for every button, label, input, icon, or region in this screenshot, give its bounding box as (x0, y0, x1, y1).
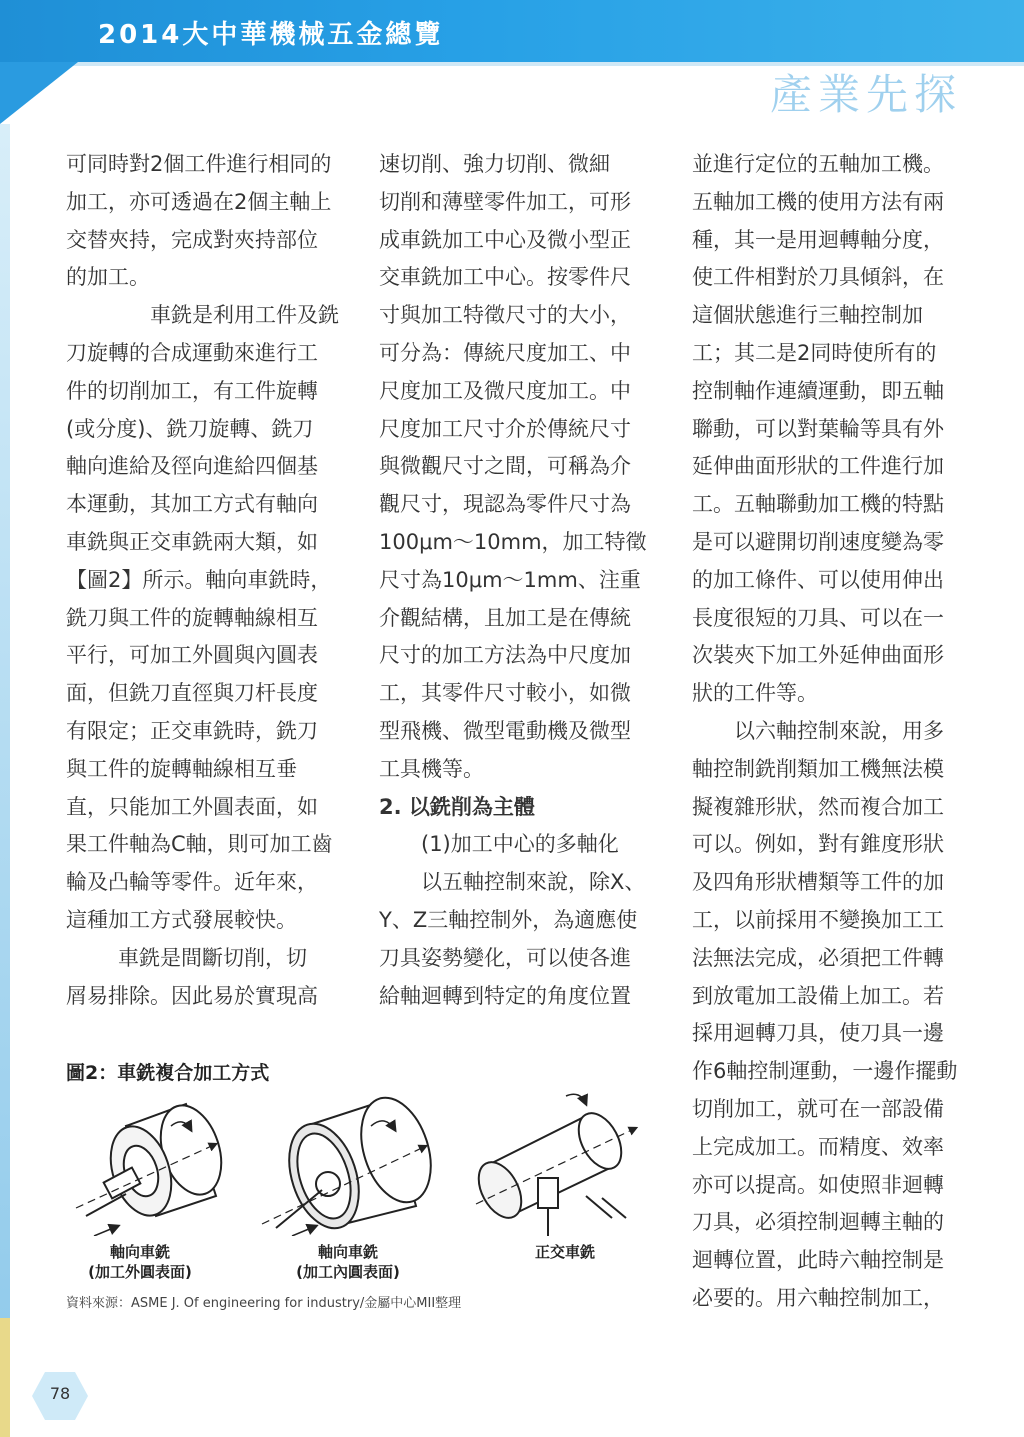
text-line: 工。五軸聯動加工機的特點 (692, 492, 944, 517)
section-heading (379, 789, 647, 827)
text-line: (或分度)、銑刀旋轉、銑刀 (66, 416, 314, 441)
text-line: 可分為：傳統尺度加工、中 (379, 340, 631, 365)
text-line: 速切削、強力切削、微細 (379, 152, 610, 176)
text-line: 本運動，其加工方式有軸向 (66, 492, 318, 517)
text-line: 亦可以提高。如使照非迴轉 (692, 1172, 944, 1197)
paragraph-2 (66, 297, 339, 940)
caption-orthogonal (500, 1242, 630, 1262)
page-number: 78 (49, 1384, 71, 1403)
text-line: 作6軸控制運動，一邊作擺動 (692, 1059, 958, 1084)
text-line: 迴轉位置，此時六軸控制是 (692, 1248, 944, 1273)
text-line: 寸與加工特徵尺寸的大小， (379, 303, 631, 328)
orthogonal-diagram (470, 1094, 636, 1236)
text-column-1 (66, 146, 339, 1015)
text-line: 交替夾持，完成對夾持部位 (66, 227, 318, 252)
left-edge-bar-gold (0, 1318, 10, 1437)
text-line: 尺寸為10μm～1mm、注重 (379, 567, 641, 592)
caption-line: 軸向車銑 (317, 1243, 378, 1261)
paragraph-7 (692, 713, 960, 1318)
text-line: 尺寸的加工方法為中尺度加 (379, 643, 631, 668)
text-line: 擬複雜形狀，然而複合加工 (692, 794, 944, 819)
text-line: 這種加工方式發展較快。 (66, 907, 297, 932)
text-line: 聯動，可以對葉輪等具有外 (692, 416, 944, 441)
text-line: 100μm～10mm，加工特徵 (379, 529, 647, 554)
caption-axial-outer (70, 1242, 210, 1282)
text-line: 的加工。 (66, 265, 150, 290)
text-line: 面，但銑刀直徑與刀杆長度 (66, 681, 318, 706)
paragraph-5 (379, 864, 647, 1015)
text-line: 介觀結構，且加工是在傳統 (379, 605, 631, 630)
text-line: 工；其二是2同時使所有的 (692, 340, 937, 365)
text-line: 給軸迴轉到特定的角度位置 (379, 983, 631, 1008)
text-line: 尺度加工尺寸介於傳統尺寸 (379, 416, 631, 441)
heading-text: 2. 以銑削為主體 (379, 794, 535, 819)
text-line: 屑易排除。因此易於實現高 (66, 983, 318, 1008)
figure-illustration (66, 1086, 646, 1236)
text-line: 以五軸控制來說，除X、 (421, 870, 646, 895)
text-line: 使工件相對於刀具傾斜，在 (692, 265, 944, 290)
axial-outer-diagram (76, 1098, 232, 1236)
text-line: 刀具姿勢變化，可以使各進 (379, 945, 631, 970)
text-column-2 (379, 146, 647, 1015)
text-line: 這個狀態進行三軸控制加 (692, 303, 923, 328)
text-line: 及四角形狀槽類等工件的加 (692, 870, 944, 895)
text-line: 【圖2】所示。軸向車銑時， (66, 567, 332, 592)
text-line: 上完成加工。而精度、效率 (692, 1134, 944, 1159)
text-line: 的加工條件、可以使用伸出 (692, 567, 944, 592)
text-line: 切削和薄壁零件加工，可形 (379, 189, 631, 214)
text-line: 車銑是利用工件及銑 (150, 303, 339, 328)
caption-line: 軸向車銑 (109, 1243, 170, 1261)
text-line: 可同時對2個工件進行相同的 (66, 152, 332, 176)
header-banner (0, 0, 1024, 62)
text-line: 控制軸作連續運動，即五軸 (692, 378, 944, 403)
text-line: 以六軸控制來說，用多 (734, 718, 944, 743)
banner-wedge-decoration (0, 62, 78, 124)
text-line: 平行，可加工外圓與內圓表 (66, 643, 318, 668)
text-line: 件的切削加工，有工件旋轉 (66, 378, 318, 403)
text-line: 到放電加工設備上加工。若 (692, 983, 944, 1008)
text-line: 法無法完成，必須把工件轉 (692, 945, 944, 970)
text-line: 必要的。用六軸控制加工， (692, 1285, 944, 1310)
text-line: Y、Z三軸控制外，為適應使 (379, 907, 638, 932)
paragraph-6 (692, 146, 960, 713)
text-line: 觀尺寸，現認為零件尺寸為 (379, 492, 631, 517)
text-line: 與微觀尺寸之間，可稱為介 (379, 454, 631, 479)
text-line: 切削加工，就可在一部設備 (692, 1096, 944, 1121)
text-line: 軸向進給及徑向進給四個基 (66, 454, 318, 479)
text-line: 是可以避開切削速度變為零 (692, 529, 944, 554)
caption-line: (加工外圓表面) (88, 1263, 192, 1281)
text-line: 刀具，必須控制迴轉主軸的 (692, 1210, 944, 1235)
text-line: 輪及凸輪等零件。近年來， (66, 870, 318, 895)
text-line: 狀的工件等。 (692, 681, 818, 706)
text-line: 採用迴轉刀具，使刀具一邊 (692, 1021, 944, 1046)
text-line: 長度很短的刀具、可以在一 (692, 605, 944, 630)
text-line: 加工，亦可透過在2個主軸上 (66, 189, 332, 214)
caption-line: 正交車銑 (534, 1243, 595, 1261)
text-line: 銑刀與工件的旋轉軸線相互 (66, 605, 318, 630)
figure-source: 資料來源：ASME J. Of engineering for industry/金屬中心MII整理 (66, 1296, 462, 1311)
subheading-text: (1)加工中心的多軸化 (421, 832, 619, 857)
text-line: 次裝夾下加工外延伸曲面形 (692, 643, 944, 668)
caption-line: (加工內圓表面) (296, 1263, 400, 1281)
text-line: 交車銑加工中心。按零件尺 (379, 265, 631, 290)
text-line: 五軸加工機的使用方法有兩 (692, 189, 944, 214)
text-line: 有限定；正交車銑時，銑刀 (66, 718, 318, 743)
text-line: 車銑是間斷切削，切 (118, 945, 307, 970)
paragraph-4 (379, 146, 647, 789)
page-number-badge (30, 1370, 90, 1422)
text-line: 型飛機、微型電動機及微型 (379, 718, 631, 743)
text-line: 果工件軸為C軸，則可加工齒 (66, 832, 333, 857)
text-line: 直，只能加工外圓表面，如 (66, 794, 318, 819)
publication-title: 2014大中華機械五金總覽 (98, 20, 444, 50)
axial-inner-diagram (262, 1089, 443, 1236)
text-line: 軸控制銑削類加工機無法模 (692, 756, 944, 781)
paragraph-3 (66, 940, 334, 1016)
text-line: 工，其零件尺寸較小，如微 (379, 681, 631, 706)
paragraph-1 (66, 146, 334, 297)
figure-title: 圖2：車銑複合加工方式 (66, 1062, 270, 1084)
text-line: 可以。例如，對有錐度形狀 (692, 832, 944, 857)
text-line: 種，其一是用迴轉軸分度， (692, 227, 944, 252)
text-column-3 (692, 146, 960, 1318)
text-line: 車銑與正交車銑兩大類，如 (66, 529, 318, 554)
text-line: 並進行定位的五軸加工機。 (692, 152, 944, 176)
text-line: 成車銑加工中心及微小型正 (379, 227, 631, 252)
section-title: 產業先探 (769, 70, 962, 119)
caption-axial-inner (278, 1242, 418, 1282)
text-line: 與工件的旋轉軸線相互垂 (66, 756, 297, 781)
subheading (379, 826, 647, 864)
text-line: 尺度加工及微尺度加工。中 (379, 378, 631, 403)
text-line: 延伸曲面形狀的工件進行加 (692, 454, 944, 479)
left-edge-bar (0, 124, 10, 1437)
text-line: 工具機等。 (379, 756, 484, 781)
text-line: 刀旋轉的合成運動來進行工 (66, 340, 318, 365)
text-line: 工，以前採用不變換加工工 (692, 907, 944, 932)
